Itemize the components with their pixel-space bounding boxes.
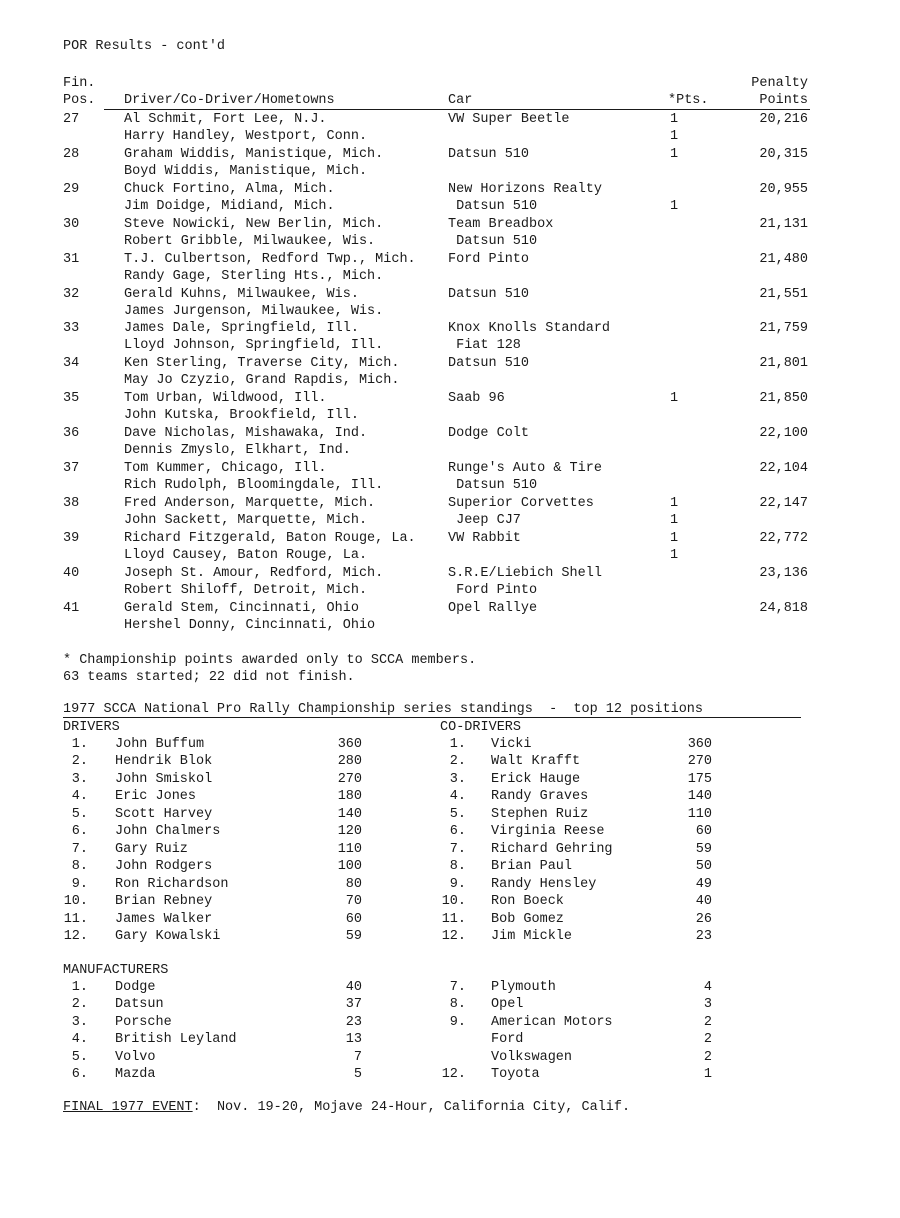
car-cell: Saab 96 [448,391,505,407]
points-cell: 360 [687,737,712,752]
fin-pos-cell: 27 [63,112,80,127]
name-cell: Randy Hensley [491,876,597,892]
col-penalty-line2: Points [759,93,808,108]
points-cell: 5 [353,1067,362,1082]
footnote-teams: 63 teams started; 22 did not finish. [63,670,355,685]
fin-pos-cell: 31 [63,251,80,267]
rank-cell: 12. [441,1067,466,1082]
rank-cell: 10. [63,894,88,910]
codriver-pts-cell: 1 [670,198,679,214]
car-line2-cell: Datsun 510 [448,198,538,214]
fin-pos-cell: 30 [63,216,80,232]
driver-pts-cell: 1 [670,391,679,407]
fin-pos-cell: 37 [63,461,80,476]
driver-cell: Ken Sterling, Traverse City, Mich. [124,356,400,372]
codriver-cell: Randy Gage, Sterling Hts., Mich. [124,268,384,284]
points-cell: 50 [695,859,712,875]
rank-cell: 9. [449,876,466,892]
car-cell: Team Breadbox [448,216,554,232]
rank-cell: 8. [449,997,466,1013]
rank-cell: 2. [449,754,466,770]
points-cell: 23 [695,928,712,944]
driver-cell: James Dale, Springfield, Ill. [124,321,359,337]
codriver-cell: Lloyd Causey, Baton Rouge, La. [124,547,368,563]
final-event-line [63,1099,630,1116]
name-cell: American Motors [491,1014,613,1030]
final-event-label: FINAL 1977 EVENT [63,1100,193,1115]
codriver-cell: May Jo Czyzio, Grand Rapdis, Mich. [124,373,400,389]
penalty-cell: 20,216 [759,112,808,127]
name-cell: Walt Krafft [491,754,581,770]
name-cell: British Leyland [115,1032,237,1048]
standings-rule [63,717,801,718]
drivers-label: DRIVERS [63,720,120,735]
car-cell: Ford Pinto [448,251,530,267]
car-line2-cell: Jeep CJ7 [448,512,521,528]
name-cell: Plymouth [491,980,556,995]
name-cell: Toyota [491,1067,540,1082]
car-cell: Knox Knolls Standard [448,321,611,337]
name-cell: Stephen Ruiz [491,806,589,822]
points-cell: 110 [687,806,712,822]
penalty-cell: 22,100 [759,426,808,442]
driver-cell: Joseph St. Amour, Redford, Mich. [124,565,384,581]
car-cell: Opel Rallye [448,600,538,616]
fin-pos-cell: 29 [63,181,80,197]
name-cell: Virginia Reese [491,824,605,840]
name-cell: Scott Harvey [115,806,213,822]
rank-cell: 10. [441,894,466,910]
col-penalty-line1: Penalty [751,76,808,91]
penalty-cell: 21,480 [759,251,808,267]
name-cell: Brian Rebney [115,894,213,910]
penalty-cell: 22,772 [759,530,808,546]
rank-cell: 2. [71,997,88,1013]
points-cell: 180 [337,789,362,805]
name-cell: Vicki [491,737,532,752]
points-cell: 40 [345,980,362,995]
points-cell: 60 [345,911,362,927]
fin-pos-cell: 32 [63,286,80,302]
codriver-cell: Jim Doidge, Midiand, Mich. [124,198,335,214]
codriver-cell: Boyd Widdis, Manistique, Mich. [124,163,368,179]
points-cell: 110 [337,841,362,857]
rank-cell: 5. [71,1049,88,1065]
driver-cell: Chuck Fortino, Alma, Mich. [124,181,335,197]
fin-pos-cell: 36 [63,426,80,442]
points-cell: 40 [695,894,712,910]
rank-cell: 11. [441,911,466,927]
codriver-cell: Robert Shiloff, Detroit, Mich. [124,582,368,598]
points-cell: 270 [337,771,362,787]
rank-cell: 1. [71,980,88,995]
penalty-cell: 21,850 [759,391,808,407]
rank-cell: 7. [449,841,466,857]
name-cell: Gary Ruiz [115,841,188,857]
points-cell: 140 [687,789,712,805]
name-cell: Brian Paul [491,859,573,875]
name-cell: Richard Gehring [491,841,613,857]
rank-cell: 6. [71,824,88,840]
fin-pos-cell: 40 [63,565,80,581]
rank-cell: 4. [71,1032,88,1048]
car-line2-cell: Datsun 510 [448,233,538,249]
penalty-cell: 23,136 [759,565,808,581]
car-cell: Datsun 510 [448,146,530,162]
rank-cell: 3. [71,771,88,787]
name-cell: Ford [491,1032,524,1048]
fin-pos-cell: 41 [63,600,80,616]
rank-cell: 1. [71,737,88,752]
name-cell: Ron Boeck [491,894,564,910]
points-cell: 59 [345,928,362,944]
driver-cell: Richard Fitzgerald, Baton Rouge, La. [124,530,416,546]
points-cell: 270 [687,754,712,770]
rank-cell: 5. [71,806,88,822]
car-line2-cell: Ford Pinto [448,582,538,598]
col-car: Car [448,93,473,108]
fin-pos-cell: 33 [63,321,80,337]
name-cell: Porsche [115,1014,172,1030]
points-cell: 4 [703,980,712,995]
points-cell: 26 [695,911,712,927]
driver-pts-cell: 1 [670,495,679,511]
points-cell: 2 [703,1049,712,1065]
name-cell: Dodge [115,980,156,995]
points-cell: 23 [345,1014,362,1030]
rank-cell: 8. [71,859,88,875]
points-cell: 120 [337,824,362,840]
car-cell: Runge's Auto & Tire [448,461,602,476]
footnote-points: * Championship points awarded only to SCCA members. [63,653,477,668]
points-cell: 280 [337,754,362,770]
penalty-cell: 20,315 [759,146,808,162]
rank-cell: 6. [71,1067,88,1082]
driver-cell: Tom Urban, Wildwood, Ill. [124,391,327,407]
codriver-cell: Hershel Donny, Cincinnati, Ohio [124,617,376,633]
points-cell: 175 [687,771,712,787]
rank-cell: 3. [449,771,466,787]
codriver-cell: Robert Gribble, Milwaukee, Wis. [124,233,376,249]
name-cell: Hendrik Blok [115,754,213,770]
rank-cell: 6. [449,824,466,840]
codrivers-label: CO-DRIVERS [440,720,522,735]
name-cell: Volvo [115,1049,156,1065]
car-cell: Superior Corvettes [448,495,594,511]
codriver-cell: Dennis Zmyslo, Elkhart, Ind. [124,443,351,459]
points-cell: 1 [703,1067,712,1082]
car-line2-cell: Datsun 510 [448,478,538,493]
points-cell: 2 [703,1032,712,1048]
name-cell: Erick Hauge [491,771,581,787]
car-cell: Dodge Colt [448,426,530,442]
points-cell: 37 [345,997,362,1013]
name-cell: Randy Graves [491,789,589,805]
points-cell: 59 [695,841,712,857]
codriver-cell: John Sackett, Marquette, Mich. [124,512,368,528]
rank-cell: 12. [63,928,88,944]
standings-title: 1977 SCCA National Pro Rally Championship series standings - top 12 positions [63,702,704,717]
car-cell: S.R.E/Liebich Shell [448,565,602,581]
rank-cell: 4. [449,789,466,805]
penalty-cell: 24,818 [759,600,808,616]
final-event-colon: : [192,1100,201,1115]
rank-cell: 2. [71,754,88,770]
codriver-cell: Harry Handley, Westport, Conn. [124,129,368,144]
codriver-pts-cell: 1 [670,547,679,563]
rank-cell: 9. [71,876,88,892]
name-cell: John Buffum [115,737,205,752]
car-cell: New Horizons Realty [448,181,602,197]
rank-cell: 5. [449,806,466,822]
rank-cell: 7. [449,980,466,995]
col-driver: Driver/Co-Driver/Hometowns [124,93,335,108]
points-cell: 80 [345,876,362,892]
driver-pts-cell: 1 [670,146,679,162]
fin-pos-cell: 39 [63,530,80,546]
points-cell: 13 [345,1032,362,1048]
driver-cell: Fred Anderson, Marquette, Mich. [124,495,376,511]
car-cell: VW Rabbit [448,530,521,546]
name-cell: John Rodgers [115,859,213,875]
page-title: POR Results - cont'd [63,39,226,54]
codriver-cell: John Kutska, Brookfield, Ill. [124,408,359,424]
driver-cell: Dave Nicholas, Mishawaka, Ind. [124,426,368,442]
driver-cell: Gerald Stem, Cincinnati, Ohio [124,600,359,616]
penalty-cell: 21,801 [759,356,808,372]
name-cell: James Walker [115,911,213,927]
driver-cell: Gerald Kuhns, Milwaukee, Wis. [124,286,359,302]
rank-cell: 4. [71,789,88,805]
name-cell: Datsun [115,997,164,1013]
points-cell: 360 [337,737,362,752]
codriver-cell: James Jurgenson, Milwaukee, Wis. [124,303,384,319]
penalty-cell: 21,551 [759,286,808,302]
points-cell: 60 [695,824,712,840]
rank-cell: 11. [63,911,88,927]
final-event-text: Nov. 19-20, Mojave 24-Hour, California City, Calif. [216,1100,631,1115]
rank-cell: 3. [71,1014,88,1030]
codriver-cell: Lloyd Johnson, Springfield, Ill. [124,338,384,354]
driver-pts-cell: 1 [670,112,679,127]
driver-pts-cell: 1 [670,530,679,546]
points-cell: 7 [353,1049,362,1065]
rank-cell: 9. [449,1014,466,1030]
points-cell: 70 [345,894,362,910]
car-cell: Datsun 510 [448,356,530,372]
car-cell: VW Super Beetle [448,112,570,127]
name-cell: Mazda [115,1067,156,1082]
codriver-pts-cell: 1 [670,512,679,528]
penalty-cell: 21,131 [759,216,808,232]
fin-pos-cell: 34 [63,356,80,372]
name-cell: Gary Kowalski [115,928,221,944]
name-cell: John Chalmers [115,824,221,840]
name-cell: Bob Gomez [491,911,564,927]
driver-cell: Graham Widdis, Manistique, Mich. [124,146,384,162]
name-cell: Ron Richardson [115,876,229,892]
codriver-pts-cell: 1 [670,129,679,144]
name-cell: Jim Mickle [491,928,573,944]
car-line2-cell: Fiat 128 [448,338,521,354]
penalty-cell: 22,147 [759,495,808,511]
driver-cell: Steve Nowicki, New Berlin, Mich. [124,216,384,232]
points-cell: 49 [695,876,712,892]
fin-pos-cell: 28 [63,146,80,162]
name-cell: Volkswagen [491,1049,573,1065]
driver-cell: Al Schmit, Fort Lee, N.J. [124,112,327,127]
rank-cell: 12. [441,928,466,944]
points-cell: 100 [337,859,362,875]
points-cell: 140 [337,806,362,822]
name-cell: John Smiskol [115,771,213,787]
name-cell: Eric Jones [115,789,197,805]
col-pts: *Pts. [668,93,709,108]
penalty-cell: 20,955 [759,181,808,197]
driver-cell: Tom Kummer, Chicago, Ill. [124,461,327,476]
manufacturers-label: MANUFACTURERS [63,963,169,978]
penalty-cell: 21,759 [759,321,808,337]
points-cell: 2 [703,1014,712,1030]
header-rule [104,109,810,110]
driver-cell: T.J. Culbertson, Redford Twp., Mich. [124,251,416,267]
codriver-cell: Rich Rudolph, Bloomingdale, Ill. [124,478,384,493]
penalty-cell: 22,104 [759,461,808,476]
fin-pos-cell: 38 [63,495,80,511]
car-cell: Datsun 510 [448,286,530,302]
rank-cell: 7. [71,841,88,857]
col-fin-line1: Fin. [63,76,96,91]
col-fin-line2: Pos. [63,93,96,108]
rank-cell: 8. [449,859,466,875]
points-cell: 3 [703,997,712,1013]
fin-pos-cell: 35 [63,391,80,407]
name-cell: Opel [491,997,524,1013]
rank-cell: 1. [449,737,466,752]
